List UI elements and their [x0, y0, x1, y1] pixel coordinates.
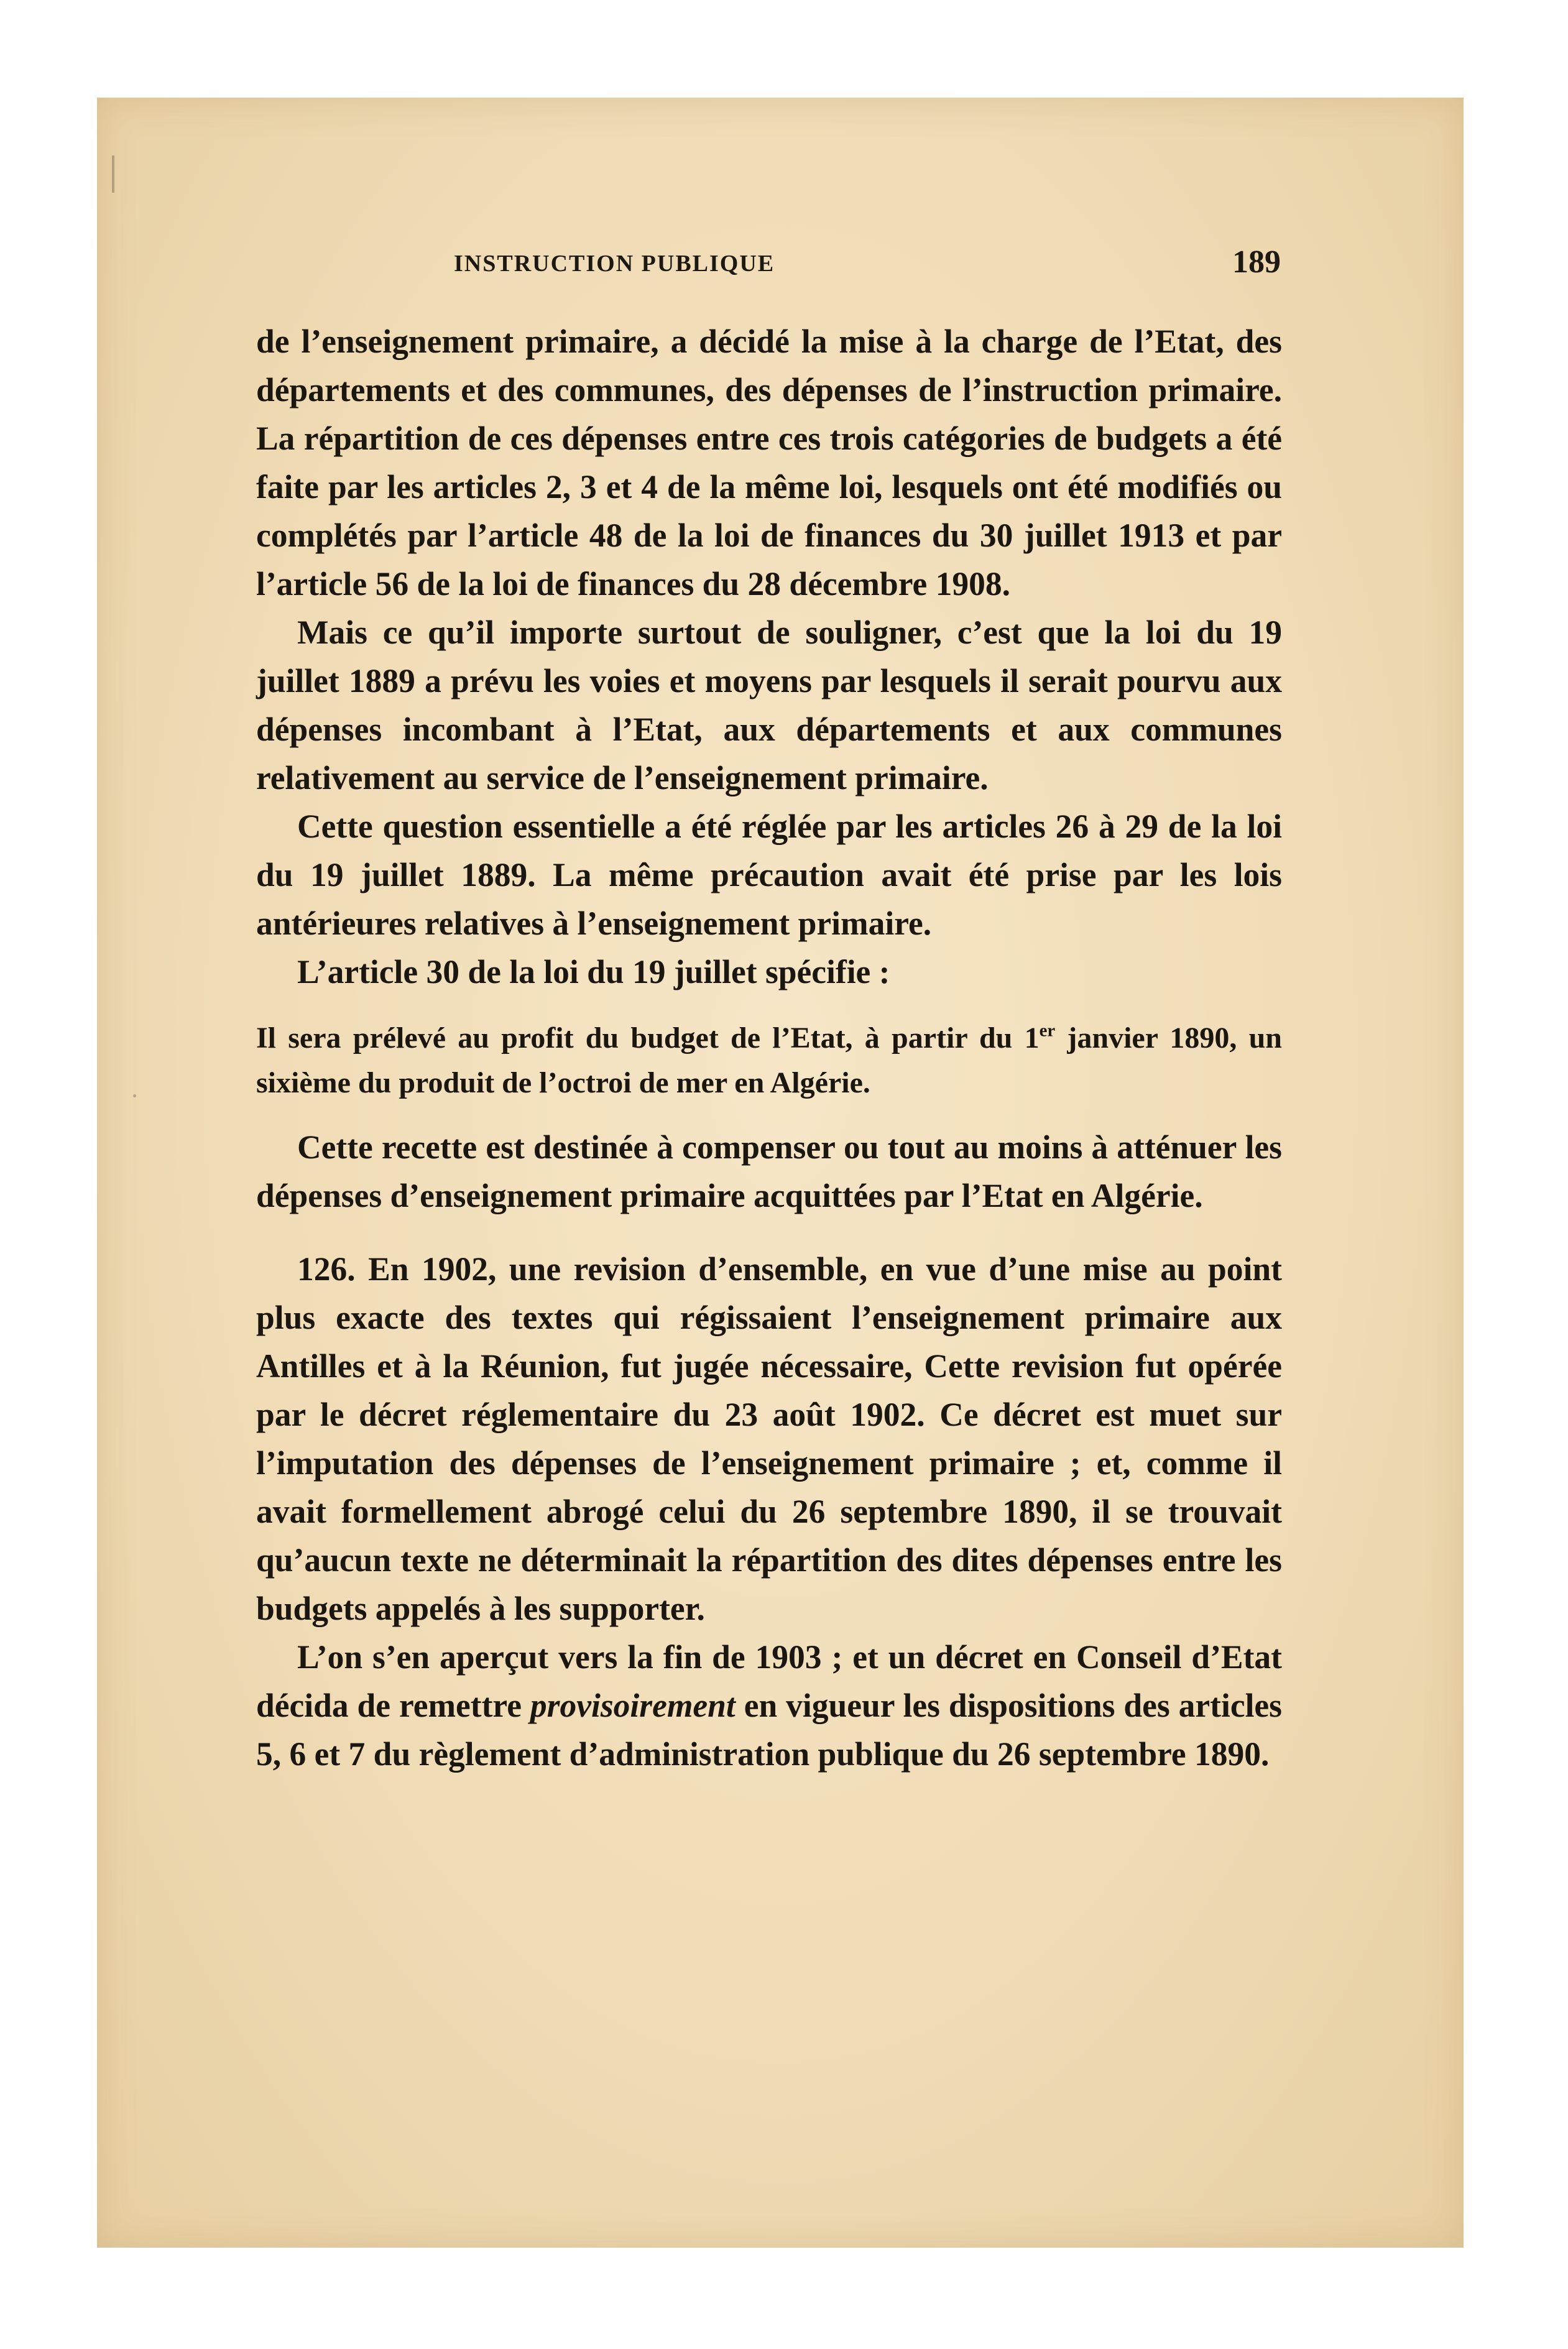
binding-edge-mark — [112, 155, 114, 193]
section-text: En 1902, une revision d’ensemble, en vue d’une mise au point plus exacte des textes qui régissaient l’enseignement primaire aux Antilles et à la Réunion, fut jugée nécessaire, Cette revision fut opérée par le décret réglementaire du 23 août 1902. Ce décret est muet sur l’imputation des dépenses de l’enseignement primaire ; et, comme il avait formellement abrogé celui du 26 septembre 1890, il se trouvait qu’aucun texte ne déterminait la répartition des dites dépenses entre les budgets appelés à les supporter. — [256, 1250, 1282, 1627]
final-text-start: L’on s’en aperçut vers la fin de 1903 ; et un décret en Conseil d’Etat décida de remettre — [256, 1638, 1282, 1724]
section-126 — [256, 1245, 1282, 1633]
quote-text-end: janvier 1890, un sixième du produit de l’octroi de mer en Algérie. — [256, 1022, 1282, 1099]
paragraph-5: Cette recette est destinée à compenser ou tout au moins à atténuer les dépenses d’enseignement primaire acquittées par l’Etat en Algérie. — [256, 1128, 1282, 1214]
running-head: INSTRUCTION PUBLIQUE — [454, 251, 775, 277]
final-text-end: en vigueur les dispositions des articles 5, 6 et 7 du règlement d’administration publique du 26 septembre 1890. — [256, 1687, 1282, 1773]
quote-superscript: er — [1039, 1020, 1056, 1041]
section-number: 126. — [297, 1250, 356, 1288]
paragraph-1: de l’enseignement primaire, a décidé la mise à la charge de l’Etat, des départements et des communes, des dépenses de l’instruction primaire. La répartition de ces dépenses entre ces trois catégories de budgets a été faite par les articles 2, 3 et 4 de la même loi, lesquels ont été modifiés ou complétés par l’article 48 de la loi de finances du 30 juillet 1913 et par l’article 56 de la loi de finances du 28 décembre 1908. — [256, 323, 1282, 602]
page-header — [454, 244, 1281, 281]
paragraph-final — [256, 1633, 1282, 1778]
final-italic-word: provisoirement — [530, 1687, 736, 1724]
quoted-article — [256, 1016, 1282, 1105]
margin-speck — [133, 1094, 136, 1097]
quote-text-start: Il sera prélevé au profit du budget de l’Etat, à partir du 1 — [256, 1022, 1040, 1055]
paragraph-3: Cette question essentielle a été réglée par les articles 26 à 29 de la loi du 19 juillet 1889. La même précaution avait été prise par les lois antérieures relatives à l’enseignement primaire. — [256, 808, 1282, 942]
body-text — [256, 317, 1282, 1778]
paragraph-4: L’article 30 de la loi du 19 juillet spécifie : — [297, 953, 890, 990]
paragraph-2: Mais ce qu’il importe surtout de souligner, c’est que la loi du 19 juillet 1889 a prévu les voies et moyens par lesquels il serait pourvu aux dépenses incombant à l’Etat, aux départements et aux communes relativement au service de l’enseignement primaire. — [256, 614, 1282, 796]
page-number: 189 — [1232, 244, 1281, 280]
